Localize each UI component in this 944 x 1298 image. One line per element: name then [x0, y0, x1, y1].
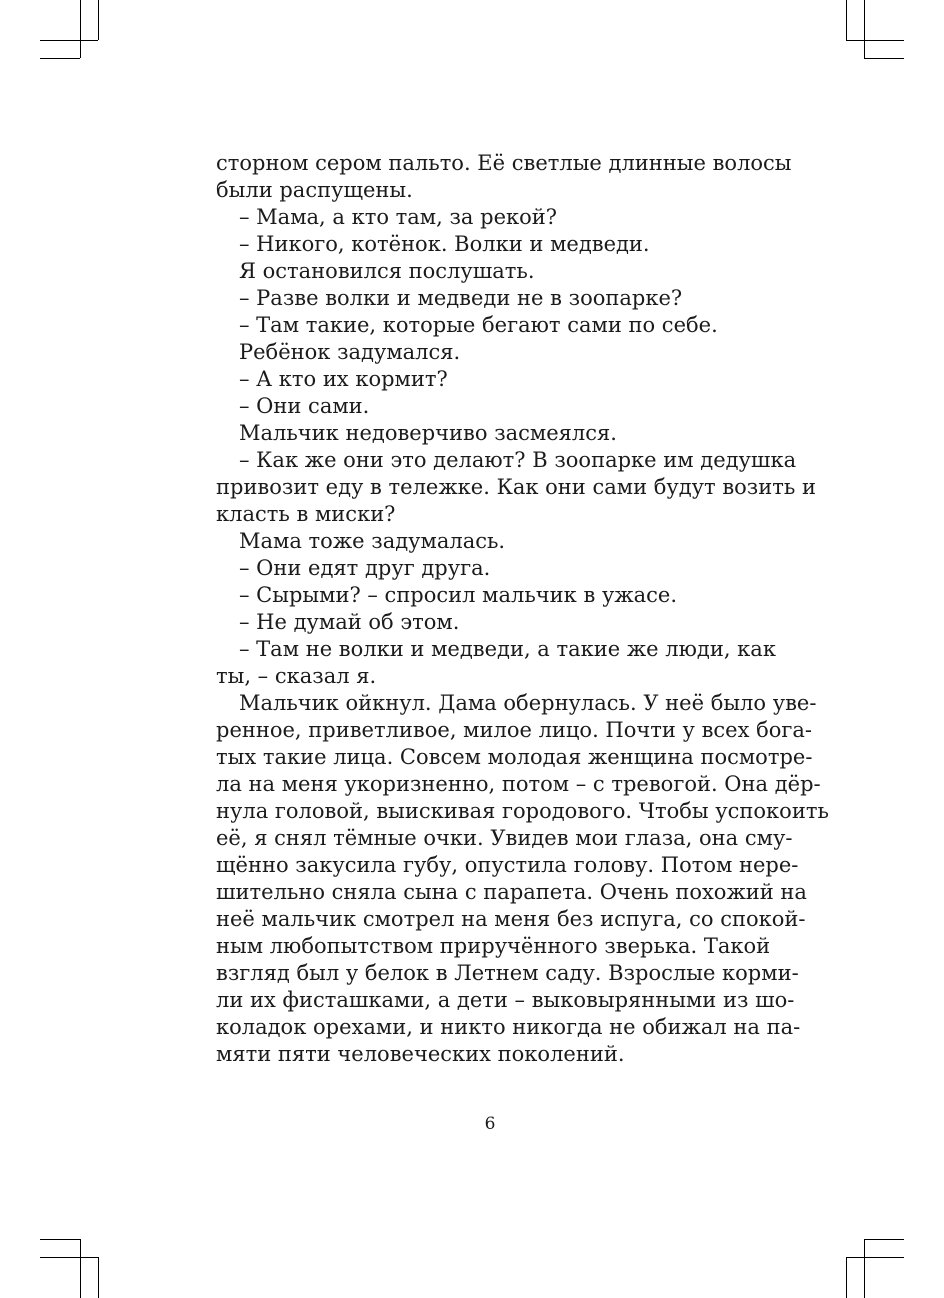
- text-line: – Как же они это делают? В зоопарке им дедушка: [239, 448, 797, 472]
- page-number: 6: [484, 1114, 496, 1134]
- text-line: взгляд был у белок в Летнем саду. Взрослые корми-: [216, 961, 799, 985]
- text-line: – Никого, котёнок. Волки и медведи.: [239, 232, 650, 256]
- text-line: шительно сняла сына с парапета. Очень похожий на: [216, 880, 807, 904]
- text-line: – Там не волки и медведи, а такие же люди, как: [239, 637, 776, 661]
- text-line: Мама тоже задумалась.: [239, 529, 506, 553]
- text-line: мяти пяти человеческих поколений.: [216, 1042, 625, 1066]
- text-line: нула головой, выискивая городового. Чтобы успокоить: [216, 799, 829, 823]
- text-line: ты, – сказал я.: [216, 664, 377, 688]
- text-line: её, я снял тёмные очки. Увидев мои глаза, она сму-: [216, 826, 793, 850]
- text-line: ла на меня укоризненно, потом – с тревогой. Она дёр-: [216, 772, 821, 796]
- text-line: коладок орехами, и никто никогда не обижал на па-: [216, 1015, 801, 1039]
- text-line: привозит еду в тележке. Как они сами будут возить и: [216, 475, 816, 499]
- text-line: Ребёнок задумался.: [239, 340, 461, 364]
- text-line: – Мама, а кто там, за рекой?: [239, 205, 558, 229]
- text-line: – Там такие, которые бегают сами по себе.: [239, 313, 718, 337]
- text-line: ным любопытством приручённого зверька. Такой: [216, 934, 771, 958]
- text-line: Я остановился послушать.: [239, 259, 535, 283]
- text-line: – Они сами.: [239, 394, 370, 418]
- text-line: Мальчик недоверчиво засмеялся.: [239, 421, 617, 445]
- text-line: – Не думай об этом.: [239, 610, 460, 634]
- text-line: были распущены.: [216, 178, 413, 202]
- text-line: – Сырыми? – спросил мальчик в ужасе.: [239, 583, 678, 607]
- text-line: – Они едят друг друга.: [239, 556, 491, 580]
- text-line: Мальчик ойкнул. Дама обернулась. У неё было уве-: [239, 691, 817, 715]
- text-line: – А кто их кормит?: [239, 367, 448, 391]
- text-line: неё мальчик смотрел на меня без испуга, со спокой-: [216, 907, 806, 931]
- text-line: ли их фисташками, а дети – выковырянными из шо-: [216, 988, 795, 1012]
- text-line: тых такие лица. Совсем молодая женщина посмотре-: [216, 745, 813, 769]
- text-line: – Разве волки и медведи не в зоопарке?: [239, 286, 683, 310]
- text-line: класть в миски?: [216, 502, 396, 526]
- text-line: ренное, приветливое, милое лицо. Почти у всех бога-: [216, 718, 813, 742]
- text-line: сторном сером пальто. Её светлые длинные волосы: [216, 151, 792, 175]
- text-line: щённо закусила губу, опустила голову. Потом нере-: [216, 853, 799, 877]
